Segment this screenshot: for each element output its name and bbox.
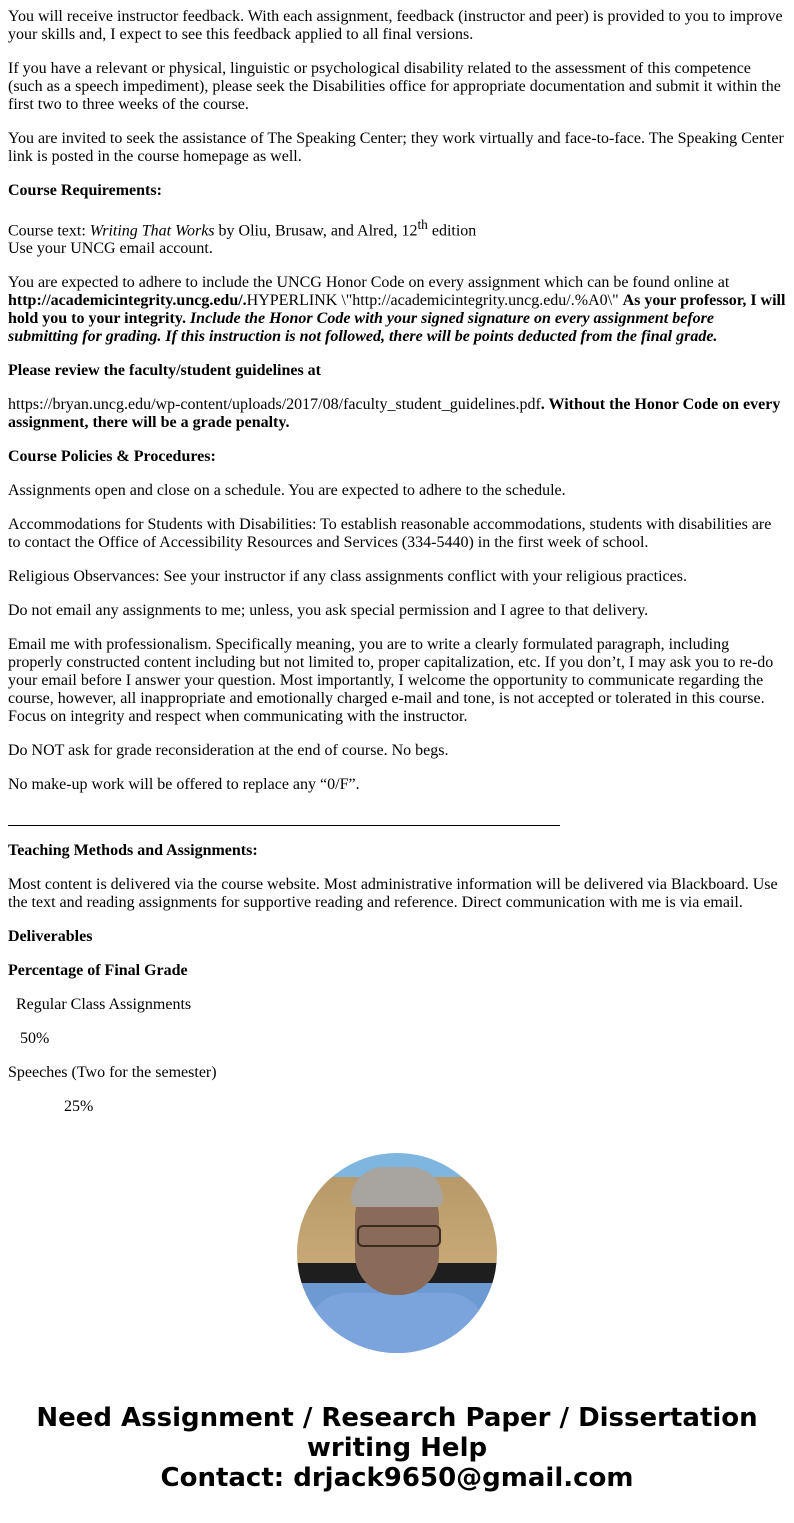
- book-title: Writing That Works: [89, 222, 215, 240]
- speaking-center-paragraph: You are invited to seek the assistance of The Speaking Center; they work virtually and face-to-face. The Speaking Center link is posted in the course homepage as well.: [8, 130, 784, 165]
- author-photo: [297, 1153, 497, 1353]
- book-authors: by Oliu, Brusaw, and Alred, 12: [214, 222, 418, 240]
- policy-item: Accommodations for Students with Disabilities: To establish reasonable accommodations, students with disabilities are to contact the Office of Accessibility Resources and Services (334-5440) in the first week of school.: [8, 516, 772, 552]
- edition-sup: th: [417, 217, 428, 232]
- policy-item: Email me with professionalism. Specifically meaning, you are to write a clearly formulated paragraph, including properly constructed content including but not limited to, proper capitalization, etc. If you don’t, I may ask you to re-do your email before I answer your question. Most importantly, I welcome the opportunity to communicate regarding the course, however, all inappropriate and emotionally charged e-mail and tone, is not accepted or tolerated in this course. Focus on integrity and respect when communicating with the instructor.: [8, 636, 774, 726]
- grade-item: Regular Class Assignments: [16, 996, 192, 1014]
- honor-italic: Include the Honor Code with your signed signature on every assignment before submitting for grading. If this instruction is not followed, there will be points deducted from the final grade.: [8, 310, 718, 346]
- grade-percent: 50%: [20, 1030, 50, 1048]
- honor-text: You are expected to adhere to include the UNCG Honor Code on every assignment which can be found online at: [8, 274, 730, 292]
- policy-item: Do not email any assignments to me; unless, you ask special permission and I agree to that delivery.: [8, 602, 649, 620]
- promo-banner: [0, 1403, 794, 1513]
- course-text: [8, 216, 786, 258]
- percentage-heading: Percentage of Final Grade: [8, 962, 188, 980]
- guidelines-heading: Please review the faculty/student guidelines at: [8, 362, 322, 380]
- feedback-paragraph: You will receive instructor feedback. With each assignment, feedback (instructor and peer) is provided to you to improve your skills and, I expect to see this feedback applied to all final versions.: [8, 8, 783, 43]
- guidelines-paragraph: [8, 396, 786, 432]
- grade-percent: 25%: [64, 1098, 94, 1116]
- deliverables-heading: Deliverables: [8, 928, 93, 946]
- disability-paragraph: If you have a relevant or physical, linguistic or psychological disability related to the assessment of this competence (such as a speech impediment), please seek the Disabilities office for appropriate documentation and submit it within the first two to three weeks of the course.: [8, 60, 781, 113]
- requirements-heading: Course Requirements:: [8, 182, 162, 199]
- teaching-paragraph: Most content is delivered via the course website. Most administrative information will be delivered via Blackboard. Use the text and reading assignments for supportive reading and reference. Direct communication with me is via email.: [8, 876, 778, 912]
- policy-item: No make-up work will be offered to replace any “0/F”.: [8, 776, 360, 794]
- promo-contact: Contact: drjack9650@gmail.com: [160, 1463, 634, 1494]
- edition-suffix: edition: [427, 222, 477, 240]
- honor-link[interactable]: http://academicintegrity.uncg.edu/.: [8, 292, 247, 310]
- email-note: Use your UNCG email account.: [8, 240, 213, 258]
- hyperlink-artifact: HYPERLINK \"http://academicintegrity.uncg.edu/.%A0\": [246, 292, 623, 310]
- honor-code-paragraph: [8, 274, 786, 346]
- photo-hair: [351, 1167, 443, 1207]
- photo-glasses: [357, 1225, 441, 1247]
- grade-item: Speeches (Two for the semester): [8, 1064, 217, 1082]
- policies-heading: Course Policies & Procedures:: [8, 448, 216, 466]
- photo-shirt: [307, 1293, 487, 1353]
- guidelines-penalty: . Without the Honor Code on every assignment, there will be a grade penalty.: [8, 396, 781, 432]
- teaching-heading: Teaching Methods and Assignments:: [8, 842, 258, 860]
- promo-line-1: Need Assignment / Research Paper / Dissertation writing Help: [36, 1403, 758, 1464]
- guidelines-url[interactable]: https://bryan.uncg.edu/wp-content/uploads/2017/08/faculty_student_guidelines.pdf: [8, 396, 541, 414]
- course-text-label: Course text:: [8, 222, 90, 240]
- policy-item: Do NOT ask for grade reconsideration at the end of course. No begs.: [8, 742, 449, 760]
- policy-item: Religious Observances: See your instructor if any class assignments conflict with your religious practices.: [8, 568, 687, 586]
- horizontal-rule: [8, 810, 560, 826]
- honor-bold: As your professor, I will hold you to your integrity.: [8, 292, 786, 328]
- policy-item: Assignments open and close on a schedule. You are expected to adhere to the schedule.: [8, 482, 566, 500]
